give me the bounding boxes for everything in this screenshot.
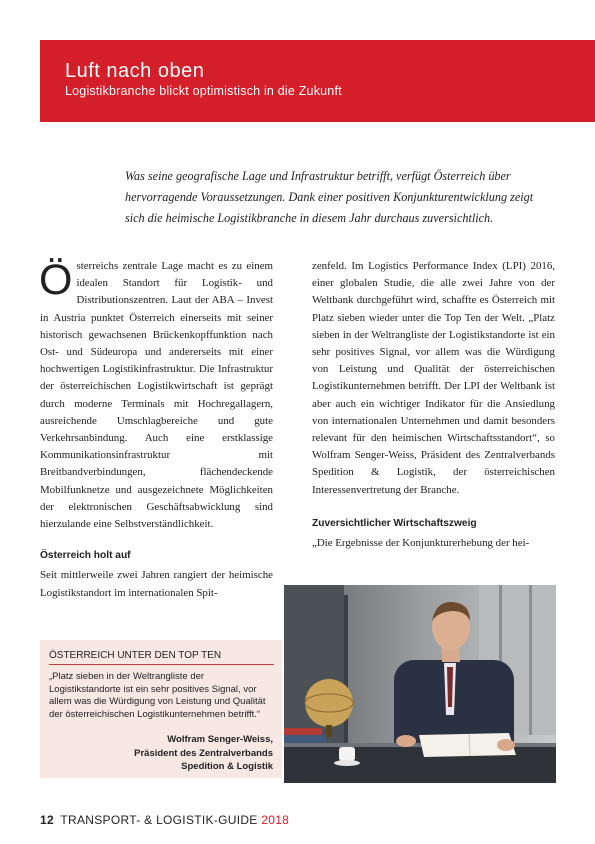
article-paragraph-2-start: Seit mittlerweile zwei Jahren rangiert der heimische Logistikstandort im internationalen Spit- bbox=[40, 569, 273, 599]
drop-cap: Ö bbox=[39, 256, 73, 304]
subheading-zuversichtlicher-wirtschaftszweig: Zuversichtlicher Wirtschaftszweig bbox=[312, 517, 477, 529]
article-paragraph-1 bbox=[40, 258, 273, 533]
article-column-right bbox=[312, 258, 555, 552]
portrait-illustration bbox=[284, 585, 556, 783]
quote-box bbox=[40, 640, 282, 778]
publication-year: 2018 bbox=[261, 813, 290, 827]
article-paragraph-3: „Die Ergebnisse der Konjunkturerhebung der hei- bbox=[312, 537, 530, 550]
photo-wolfram-senger-weiss bbox=[284, 585, 556, 783]
article-column-left bbox=[40, 258, 273, 602]
page-subtitle: Logistikbranche blickt optimistisch in die Zukunft bbox=[65, 84, 342, 98]
paragraph-1-text: sterreichs zentrale Lage macht es zu einem idealen Standort für Logistik- und Distributionszentren. Laut der ABA – Invest in Austria punktet Österreich einerseits mit seiner historisch gewachsenen Brückenkopffunktion nach Ost- und Südeuropa und andererseits mit einer hochwertigen Logistikinfrastruktur. Die Infrastruktur der österreichischen Logistikwirtschaft ist geprägt durch moderne Terminals mit Hochregallagern, ausreichende Umschlagbereiche und gute Verkehrsanbindung. Auch eine erstklassige Kommunikationsinfrastruktur mit Breitbandverbindungen, flächendeckende Mobilfunknetze und ausgezeichnete Möglichkeiten der elektronischen Geschäftsabwicklung sind hierzulande eine Selbstverständlichkeit. bbox=[40, 260, 273, 531]
quote-box-heading: ÖSTERREICH UNTER DEN TOP TEN bbox=[49, 650, 274, 665]
quote-author-line-1: Wolfram Senger-Weiss, bbox=[167, 734, 273, 745]
quote-author-line-2: Präsident des Zentralverbands bbox=[134, 747, 273, 759]
intro-text: Was seine geografische Lage und Infrastruktur betrifft, verfügt Österreich über hervorragende Voraussetzungen. Dank einer positiven Konjunkturentwicklung zeigt sich die heimische Logistikbranche in diesem Jahr durchaus zuversichtlich. bbox=[125, 169, 534, 225]
page-footer bbox=[40, 813, 289, 827]
subheading-oesterreich-holt-auf: Österreich holt auf bbox=[40, 550, 131, 562]
header-banner bbox=[40, 40, 595, 122]
article-paragraph-2-continued: zenfeld. Im Logistics Performance Index (LPI) 2016, einer globalen Studie, die alle zwei Jahre von der Weltbank durchgeführt wird, schaffte es Österreich mit Platz sieben wieder unter die Top Ten der Welt. „Platz sieben in der Weltrangliste der Logistikstandorte ist ein sehr positives Signal, vor allem was die Würdigung von Leistung und Qualität der österreichischen Logistikunternehmen betrifft. Der LPI der Weltbank ist aber auch ein wichtiger Indikator für die Ansiedlung von internationalen Unternehmen und damit besonders relevant für den heimischen Wirtschaftsstandort“, so Wolfram Senger-Weiss, Präsident des Zentralverbands Spedition & Logistik, der österreichischen Interessenvertretung der Branche. bbox=[312, 260, 555, 496]
page-number: 12 bbox=[40, 813, 54, 827]
quote-text: „Platz sieben in der Weltrangliste der Logistikstandorte ist ein sehr positives Signal, vor allem was die Würdigung von Leistung und Qualität der österreichischen Logistikunternehmen betrifft.“ bbox=[49, 671, 266, 720]
quote-author-line-3: Spedition & Logistik bbox=[181, 761, 273, 772]
quote-author bbox=[48, 733, 273, 774]
page-title: Luft nach oben bbox=[65, 60, 205, 82]
publication-name: TRANSPORT- & LOGISTIK-GUIDE bbox=[60, 813, 258, 827]
